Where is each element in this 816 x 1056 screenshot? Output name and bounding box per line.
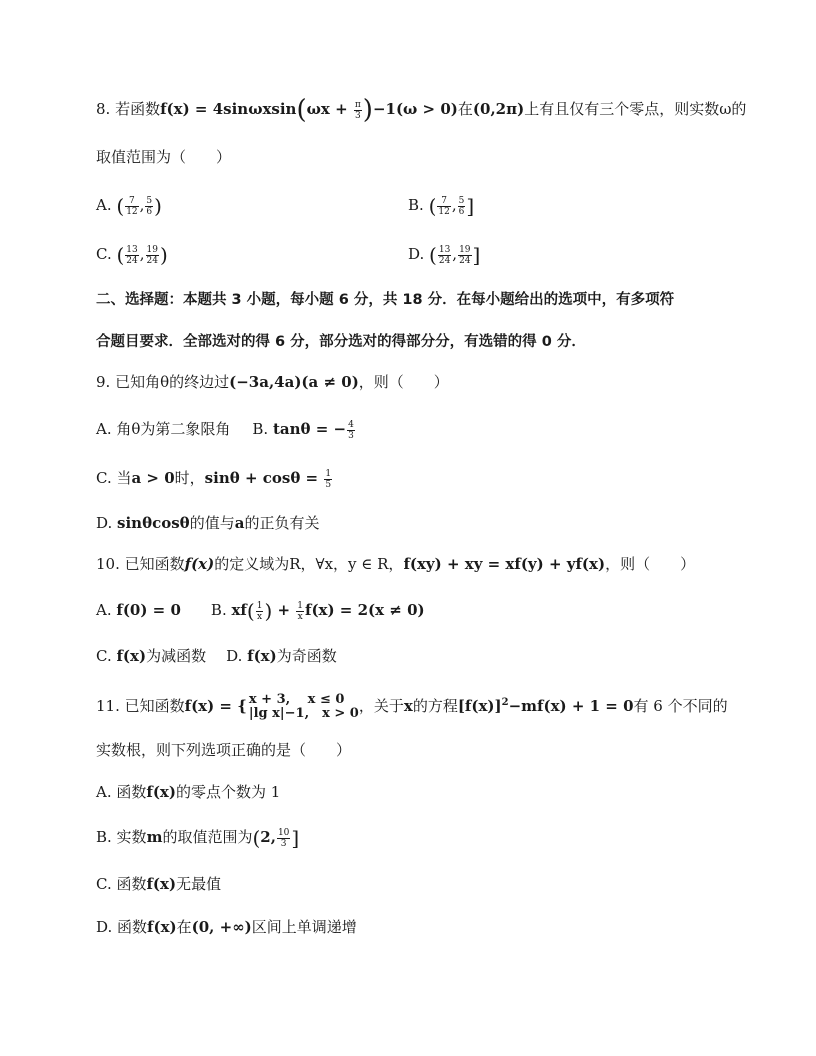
q9-options-ab (96, 418, 356, 441)
q10-option-d: D. f(x)为奇函数 (226, 647, 337, 665)
q8-suffix: 上有且仅有三个零点，则实数ω的 (524, 100, 747, 118)
q8-option-a: A. ( $\frac{7}{12}$ , $\frac{5}{6}$ ) (96, 194, 162, 218)
q8-stem-line2: 取值范围为（ ） (96, 148, 232, 166)
q9-stem: 9. 已知角θ的终边过(−3a,4a)(a ≠ 0)，则（ ） (96, 373, 449, 391)
q10-option-b: B. xf( $\frac{1}{x}$ ) + $\frac{1}{x}$ f(x) = 2(x ≠ 0) (210, 599, 425, 623)
q11-stem-line2: 实数根，则下列选项正确的是（ ） (96, 741, 352, 759)
section2-heading-line2: 合题目要求．全部选对的得 6 分，部分选对的得部分分，有选错的得 0 分． (96, 334, 586, 350)
q11-option-b: B. 实数m的取值范围为(2, $\frac{10}{3}$ ] (96, 826, 300, 850)
q8-option-b: B. ( $\frac{7}{12}$ , $\frac{5}{6}$ ] (408, 194, 475, 218)
q8-arg: ωx + (306, 100, 353, 118)
section2-heading-line1: 二、选择题：本题共 3 小题，每小题 6 分，共 18 分．在每小题给出的选项中，有多项符 (96, 292, 675, 308)
q10-options-ab (96, 599, 425, 622)
q9-option-c: C. 当a > 0时，sinθ + cosθ = $\frac{1}{5}$ (96, 468, 332, 490)
q8-stem: 8. 若函数f(x) = 4sinωxsin(ωx + $\frac{\pi}{3}$ )−1(ω > 0)在(0,2π)上有且仅有三个零点，则实数ω的 (96, 95, 747, 125)
q10-option-a: A. f(0) = 0 (96, 601, 181, 619)
q11-option-d: D. 函数f(x)在(0, +∞)区间上单调递增 (96, 918, 357, 936)
q10-options-cd (96, 645, 337, 667)
q9-option-a: A. 角θ为第二象限角 (96, 420, 231, 438)
q10-stem: 10. 已知函数f(x)的定义域为R，∀x，y ∈ R，f(xy) + xy = xf(y) + yf(x)，则（ ） (96, 555, 696, 573)
q11-stem: 11. 已知函数f(x) = { x + 3, x ≤ 0 |lg x|−1, x > 0 ，关于x的方程$[f(x)]^2-mf(x) + 1 = 0$有 6 个不同的 (96, 692, 728, 721)
q11-piecewise: x + 3, x ≤ 0 |lg x|−1, x > 0 (248, 692, 359, 721)
q8-pi-over-3: $\frac{\pi}{3}$ (354, 99, 361, 121)
q11-option-c: C. 函数f(x)无最值 (96, 875, 222, 893)
q9-option-b: B. tanθ = − $\frac{4}{3}$ (252, 419, 354, 441)
q11-option-a: A. 函数f(x)的零点个数为 1 (96, 783, 281, 801)
q8-option-d: D. ( $\frac{13}{24}$ , $\frac{19}{24}$ ] (408, 243, 481, 267)
q10-option-c: C. f(x)为减函数 (96, 647, 207, 665)
q8-body: 4sinωxsin (212, 100, 297, 118)
q8-tail: −1(ω > 0) (372, 100, 458, 118)
q8-func-name: f(x) = (160, 100, 213, 118)
q8-prefix: 8. 若函数 (96, 100, 161, 118)
q8-option-c: C. ( $\frac{13}{24}$ , $\frac{19}{24}$ ) (96, 243, 168, 267)
q8-interval: (0,2π) (472, 100, 525, 118)
q9-option-d: D. sinθcosθ的值与a的正负有关 (96, 514, 320, 532)
q8-mid: 在 (457, 100, 473, 118)
